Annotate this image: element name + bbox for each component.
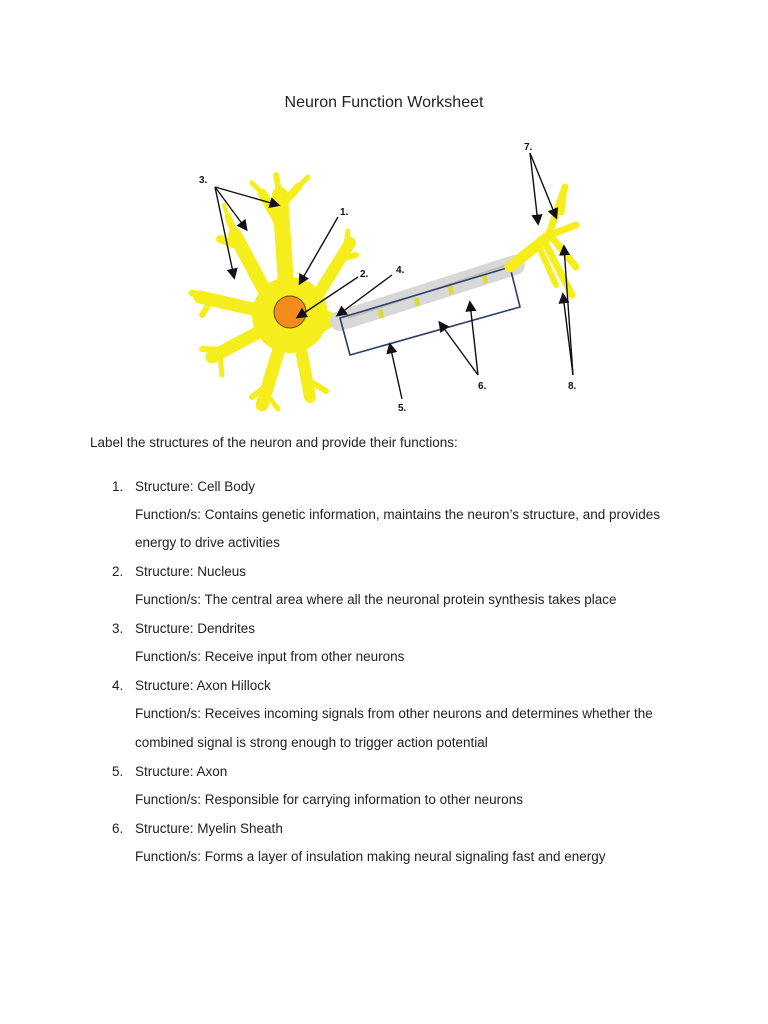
instructions: Label the structures of the neuron and provide their functions:	[90, 435, 458, 450]
label-2: 2.	[360, 269, 369, 280]
answer-item	[112, 814, 712, 871]
item-number: 6.	[112, 820, 124, 836]
function-text: Function/s: Contains genetic information, maintains the neuron’s structure, and provides energy to drive activities	[135, 506, 661, 550]
nucleus	[274, 296, 306, 328]
label-7: 7.	[524, 142, 533, 153]
item-number: 5.	[112, 763, 124, 779]
answer-list	[112, 472, 712, 871]
structure-text: Structure: Nucleus	[135, 564, 247, 580]
function-text: Function/s: Receive input from other neurons	[135, 649, 405, 664]
function-text: Function/s: Forms a layer of insulation making neural signaling fast and energy	[135, 848, 606, 864]
label-8: 8.	[568, 381, 577, 392]
item-number: 1.	[112, 478, 124, 494]
answer-item	[112, 558, 712, 615]
neuron-diagram-svg	[180, 135, 600, 420]
answer-item	[112, 615, 712, 672]
function-text: Function/s: The central area where all the neuronal protein synthesis takes place	[135, 592, 617, 607]
function-text: Function/s: Responsible for carrying information to other neurons	[135, 791, 523, 807]
structure-text: Structure: Dendrites	[135, 621, 256, 637]
label-1: 1.	[340, 207, 349, 218]
label-5: 5.	[398, 403, 407, 414]
item-number: 3.	[112, 621, 124, 637]
structure-text: Structure: Myelin Sheath	[135, 820, 283, 836]
item-number: 2.	[112, 564, 124, 580]
label-4: 4.	[396, 265, 405, 276]
structure-text: Structure: Cell Body	[135, 478, 256, 494]
label-6: 6.	[478, 381, 487, 392]
structure-text: Structure: Axon	[135, 763, 228, 779]
label-3: 3.	[199, 175, 208, 186]
neuron-diagram	[180, 135, 600, 420]
answer-item	[112, 757, 712, 814]
function-text: Function/s: Receives incoming signals from other neurons and determines whether the combined signal is strong enough to trigger action potential	[135, 706, 653, 750]
structure-text: Structure: Axon Hillock	[135, 678, 271, 694]
page-title: Neuron Function Worksheet	[284, 94, 484, 111]
item-number: 4.	[112, 678, 124, 694]
answer-item	[112, 672, 712, 758]
answer-item	[112, 472, 712, 558]
